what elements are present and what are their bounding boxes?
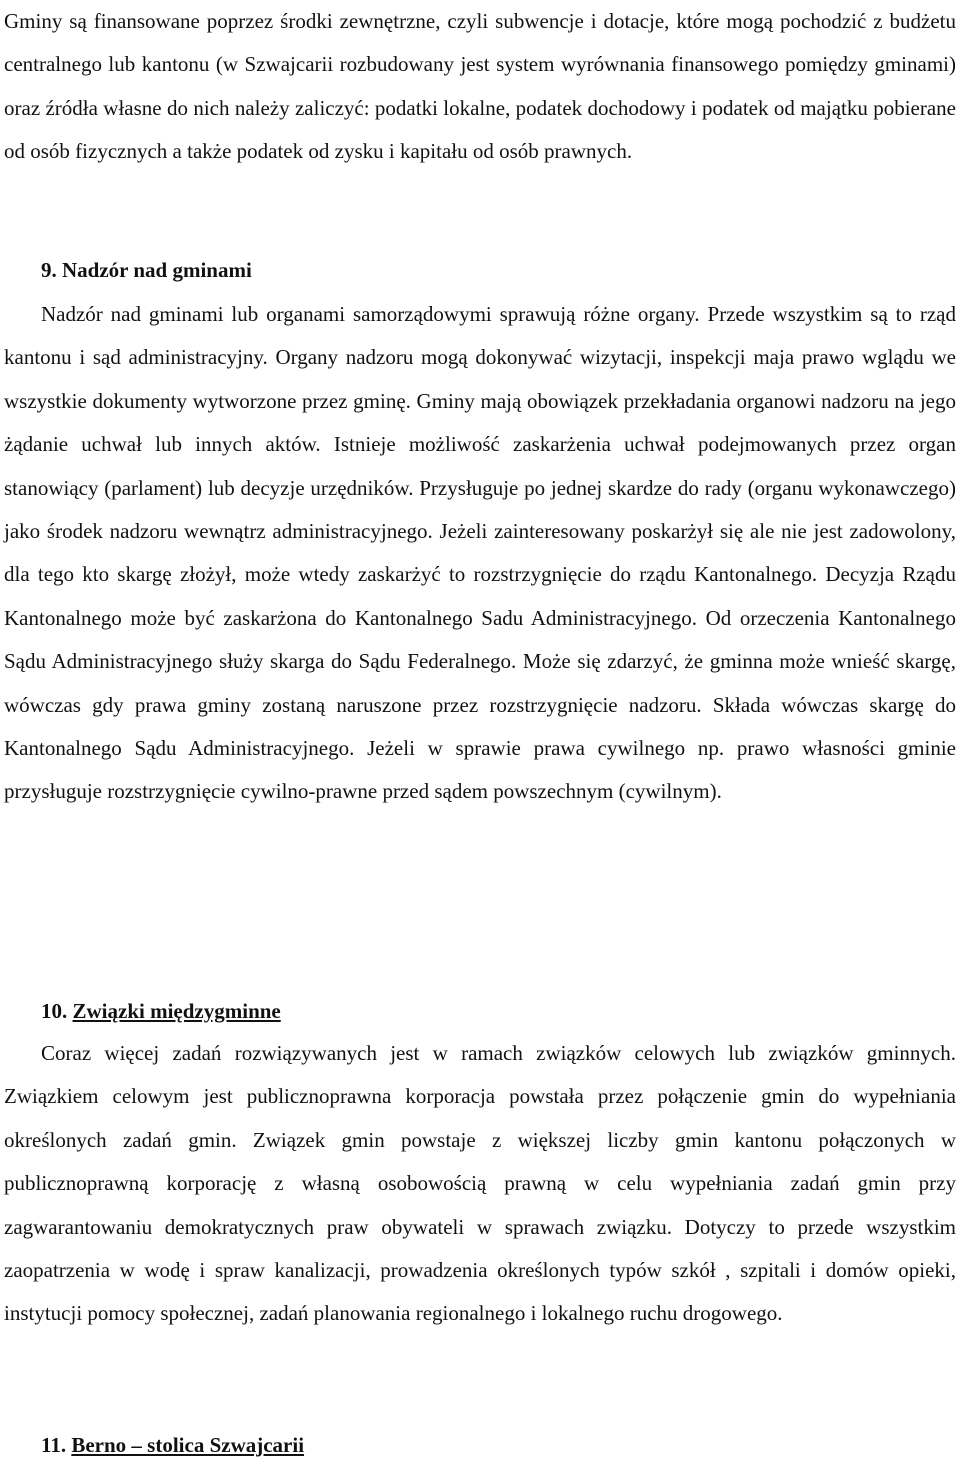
section-10-body: Coraz więcej zadań rozwiązywanych jest w ramach związków celowych lub związków gminnych. Związkiem celowym jest publicznoprawna korporacja powstała przez połączenie gmin do wypełniania określonych zadań gmin. Związek gmin powstaje z większej liczby gmin kantonu połączonych w publicznoprawną korporację z własną osobowością prawną w celu wypełniania zadań gmin przy zagwarantowaniu demokratycznych praw obywateli w sprawach związku. Dotyczy to przede wszystkim zaopatrzenia w wodę i spraw kanalizacji, prowadzenia określonych typów szkół , szpitali i domów opieki, instytucji pomocy społecznej, zadań planowania regionalnego i lokalnego ruchu drogowego. — [4, 1041, 956, 1326]
section-9-title: Nadzór nad gminami — [62, 258, 252, 282]
section-9-number: 9. — [41, 258, 57, 282]
section-11-number: 11. — [41, 1433, 67, 1457]
section-9-body: Nadzór nad gminami lub organami samorządowymi sprawują różne organy. Przede wszystkim są to rząd kantonu i sąd administracyjny. Organy nadzoru mogą dokonywać wizytacji, inspekcji maja prawo wglądu we wszystkie dokumenty wytworzone przez gminę. Gminy mają obowiązek przekładania organowi nadzoru na jego żądanie uchwał lub innych aktów. Istnieje możliwość zaskarżenia uchwał podejmowanych przez organ stanowiący (parlament) lub decyzje urzędników. Przysługuje po jednej skardze do rady (organu wykonawczego) jako środek nadzoru wewnątrz administracyjnego. Jeżeli zainteresowany poskarżył się ale nie jest zadowolony, dla tego kto skargę złożył, może wtedy zaskarżyć to rozstrzygnięcie do rządu Kantonalnego. Decyzja Rządu Kantonalnego może być zaskarżona do Kantonalnego Sadu Administracyjnego. Od orzeczenia Kantonalnego Sądu Administracyjnego służy skarga do Sądu Federalnego. Może się zdarzyć, że gminna może wnieść skargę, wówczas gdy prawa gminy zostaną naruszone przez rozstrzygnięcie nadzoru. Składa wówczas skargę do Kantonalnego Sądu Administracyjnego. Jeżeli w sprawie prawa cywilnego np. prawo własności gminie przysługuje rozstrzygnięcie cywilno-prawne przed sądem powszechnym (cywilnym). — [4, 302, 956, 804]
section-9-heading — [41, 255, 252, 285]
section-11-heading — [41, 1430, 304, 1460]
section-10-number: 10. — [41, 999, 68, 1023]
intro-paragraph: Gminy są finansowane poprzez środki zewnętrzne, czyli subwencje i dotacje, które mogą pochodzić z budżetu centralnego lub kantonu (w Szwajcarii rozbudowany jest system wyrównania finansowego pomiędzy gminami) oraz źródła własne do nich należy zaliczyć: podatki lokalne, podatek dochodowy i podatek od majątku pobierane od osób fizycznych a także podatek od zysku i kapitału od osób prawnych. — [4, 9, 956, 164]
section-11-title: Berno – stolica Szwajcarii — [71, 1433, 305, 1457]
section-10-title: Związki międzygminne — [72, 999, 281, 1023]
section-10-heading — [41, 996, 281, 1026]
